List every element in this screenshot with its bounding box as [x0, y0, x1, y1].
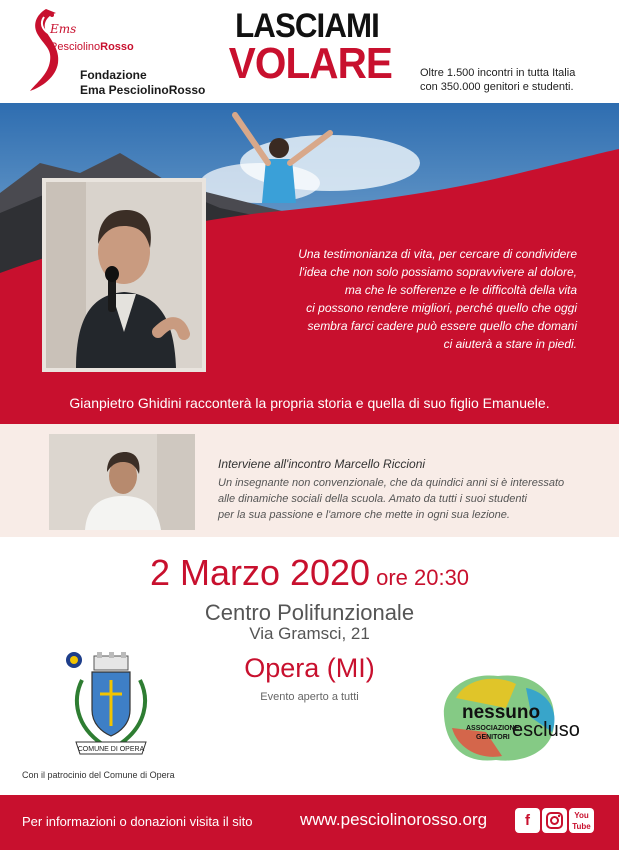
- partner-word-2: escluso: [512, 719, 580, 741]
- quote-line: ma che le sofferenze e le difficoltà della vita: [344, 283, 577, 297]
- event-time: ore 20:30: [376, 565, 470, 590]
- event-note: Evento aperto a tutti: [260, 691, 359, 703]
- event-title-line1: LASCIAMI: [235, 7, 379, 45]
- quote-line: ci aiuterà a stare in piedi.: [443, 337, 577, 351]
- patronage-text: Con il patrocinio del Comune di Opera: [22, 770, 175, 780]
- brand-name: PesciolinoRosso: [50, 41, 134, 53]
- quote-line: sembra farci cadere può essere quello che domani: [307, 319, 577, 333]
- partner-logo-icon: [436, 668, 588, 764]
- brand-script: Ems: [50, 22, 77, 36]
- municipality-crest-icon: [62, 650, 158, 762]
- guest-title: Interviene all'incontro Marcello Riccioni: [218, 457, 426, 471]
- event-date: 2 Marzo 2020: [149, 552, 371, 593]
- hero-section: [0, 103, 619, 383]
- event-venue: Centro Polifunzionale: [204, 600, 415, 625]
- quote-line: l'idea che non solo possiamo sopravvivere al dolore,: [299, 265, 577, 279]
- youtube-icon[interactable]: You Tube: [569, 808, 594, 833]
- event-title-line2: VOLARE: [228, 39, 392, 88]
- guest-bio-line: per la sua passione e l'amore che mette in ogni sua lezione.: [218, 509, 510, 521]
- partner-word-1: nessuno: [462, 702, 541, 723]
- event-address: Via Gramsci, 21: [249, 624, 370, 643]
- quote-line: ci possono rendere migliori, perché quello che oggi: [306, 301, 577, 315]
- guest-bio-line: alle dinamiche sociali della scuola. Amato da tutti i suoi studenti: [218, 493, 527, 505]
- guest-photo: [49, 434, 195, 530]
- instagram-icon[interactable]: [542, 808, 567, 833]
- guest-bio-line: Un insegnante non convenzionale, che da quindici anni si è interessato: [218, 477, 565, 489]
- foundation-name-line1: Fondazione: [80, 68, 147, 82]
- event-datetime: [0, 552, 619, 594]
- partner-sub-2: GENITORI: [476, 734, 510, 741]
- crest-label: COMUNE DI OPERA: [77, 746, 145, 753]
- footer-info-text: Per informazioni o donazioni visita il sito: [22, 814, 253, 829]
- quote-line: Una testimonianza di vita, per cercare di condividere: [298, 247, 577, 261]
- story-banner-text: Gianpietro Ghidini racconterà la propria storia e quella di suo figlio Emanuele.: [69, 395, 550, 411]
- website-link[interactable]: www.pesciolinorosso.org: [300, 810, 488, 829]
- partner-sub-1: ASSOCIAZIONE: [466, 725, 520, 732]
- stats-line2: con 350.000 genitori e studenti.: [420, 81, 574, 93]
- facebook-icon[interactable]: f: [515, 808, 540, 833]
- speaker-photo: [42, 178, 206, 372]
- foundation-name-line2: Ema PesciolinoRosso: [80, 83, 206, 97]
- stats-line1: Oltre 1.500 incontri in tutta Italia: [420, 67, 576, 79]
- event-city: Opera (MI): [244, 653, 375, 683]
